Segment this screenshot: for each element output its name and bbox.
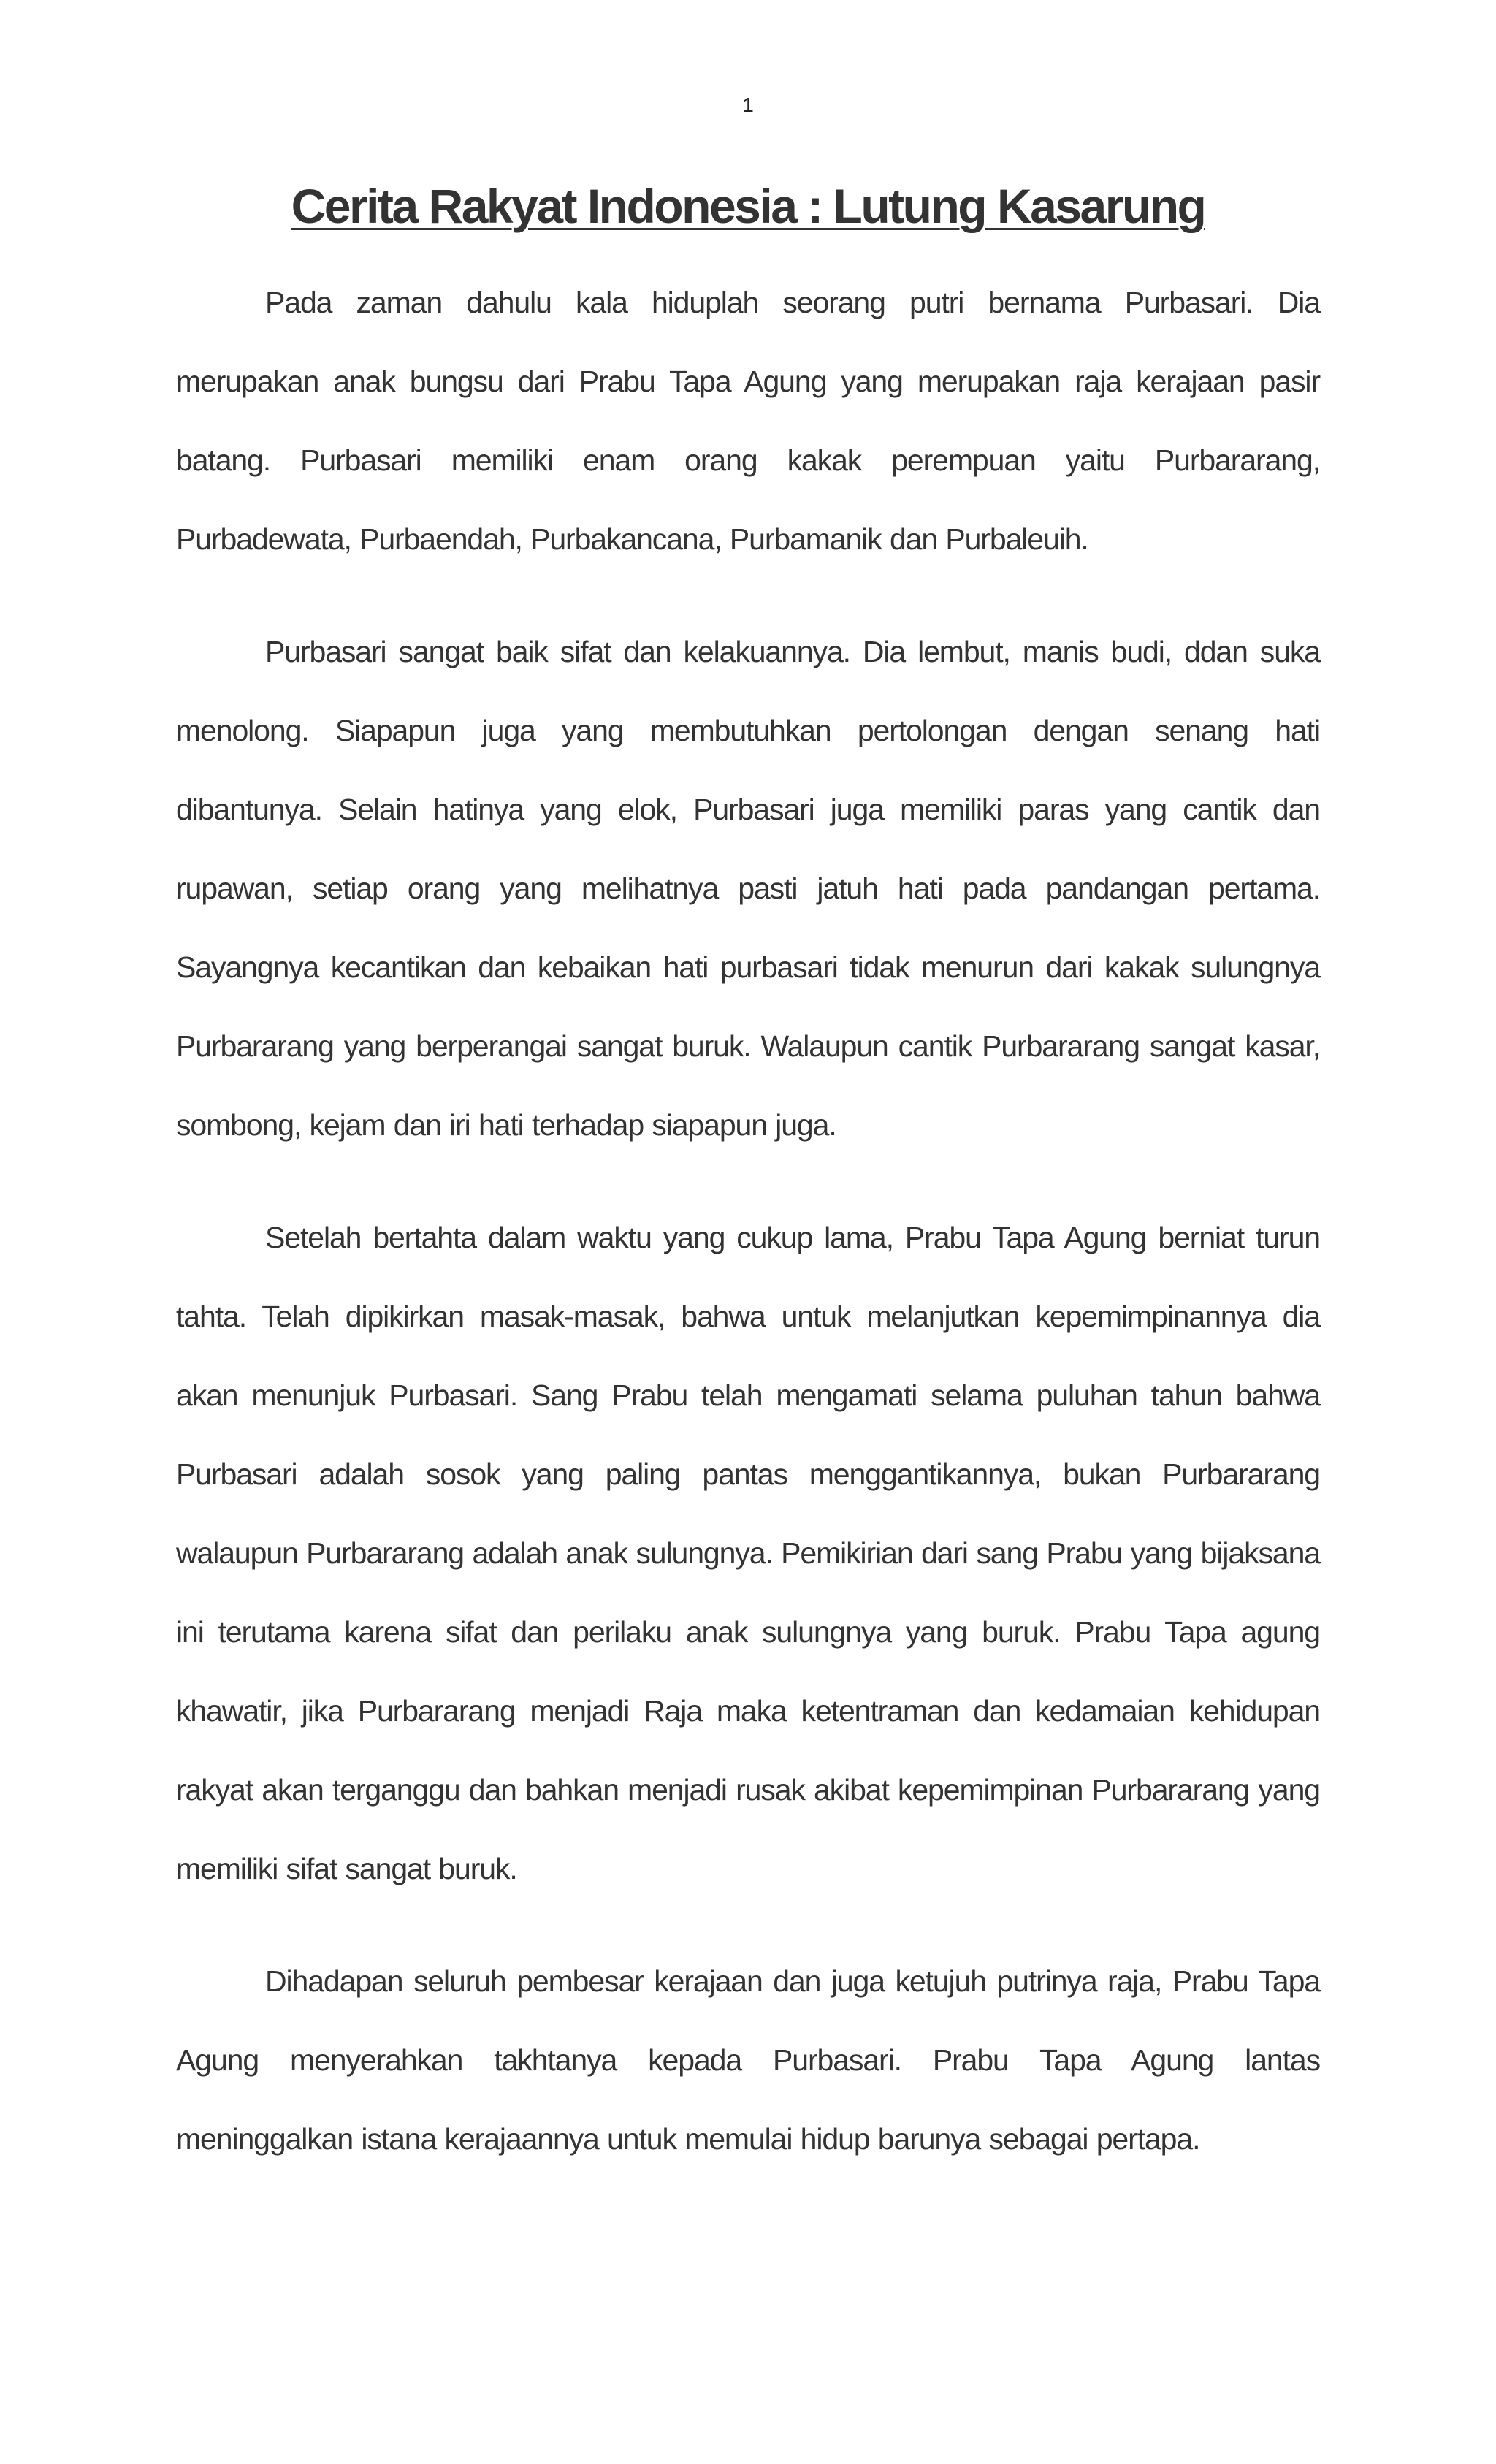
document-body — [176, 263, 1320, 2178]
document-title: Cerita Rakyat Indonesia : Lutung Kasarung — [291, 179, 1205, 233]
paragraph: Setelah bertahta dalam waktu yang cukup lama, Prabu Tapa Agung berniat turun tahta. Telah dipikirkan masak-masak, bahwa untuk melanjutkan kepemimpinannya dia akan menunjuk Purbasari. Sang Prabu telah mengamati selama puluhan tahun bahwa Purbasari adalah sosok yang paling pantas menggantikannya, bukan Purbararang walaupun Purbararang adalah anak sulungnya. Pemikirian dari sang Prabu yang bijaksana ini terutama karena sifat dan perilaku anak sulungnya yang buruk. Prabu Tapa agung khawatir, jika Purbararang menjadi Raja maka ketentraman dan kedamaian kehidupan rakyat akan terganggu dan bahkan menjadi rusak akibat kepemimpinan Purbararang yang memiliki sifat sangat buruk. — [176, 1221, 1320, 1885]
paragraph: Pada zaman dahulu kala hiduplah seorang putri bernama Purbasari. Dia merupakan anak bungsu dari Prabu Tapa Agung yang merupakan raja kerajaan pasir batang. Purbasari memiliki enam orang kakak perempuan yaitu Purbararang, Purbadewata, Purbaendah, Purbakancana, Purbamanik dan Purbaleuih. — [176, 286, 1320, 556]
page-number: 1 — [742, 94, 754, 116]
paragraph: Purbasari sangat baik sifat dan kelakuannya. Dia lembut, manis budi, ddan suka menolong. Siapapun juga yang membutuhkan pertolongan dengan senang hati dibantunya. Selain hatinya yang elok, Purbasari juga memiliki paras yang cantik dan rupawan, setiap orang yang melihatnya pasti jatuh hati pada pandangan pertama. Sayangnya kecantikan dan kebaikan hati purbasari tidak menurun dari kakak sulungnya Purbararang yang berperangai sangat buruk. Walaupun cantik Purbararang sangat kasar, sombong, kejam dan iri hati terhadap siapapun juga. — [176, 635, 1320, 1142]
paragraph: Dihadapan seluruh pembesar kerajaan dan juga ketujuh putrinya raja, Prabu Tapa Agung menyerahkan takhtanya kepada Purbasari. Prabu Tapa Agung lantas meninggalkan istana kerajaannya untuk memulai hidup barunya sebagai pertapa. — [176, 1964, 1320, 2156]
